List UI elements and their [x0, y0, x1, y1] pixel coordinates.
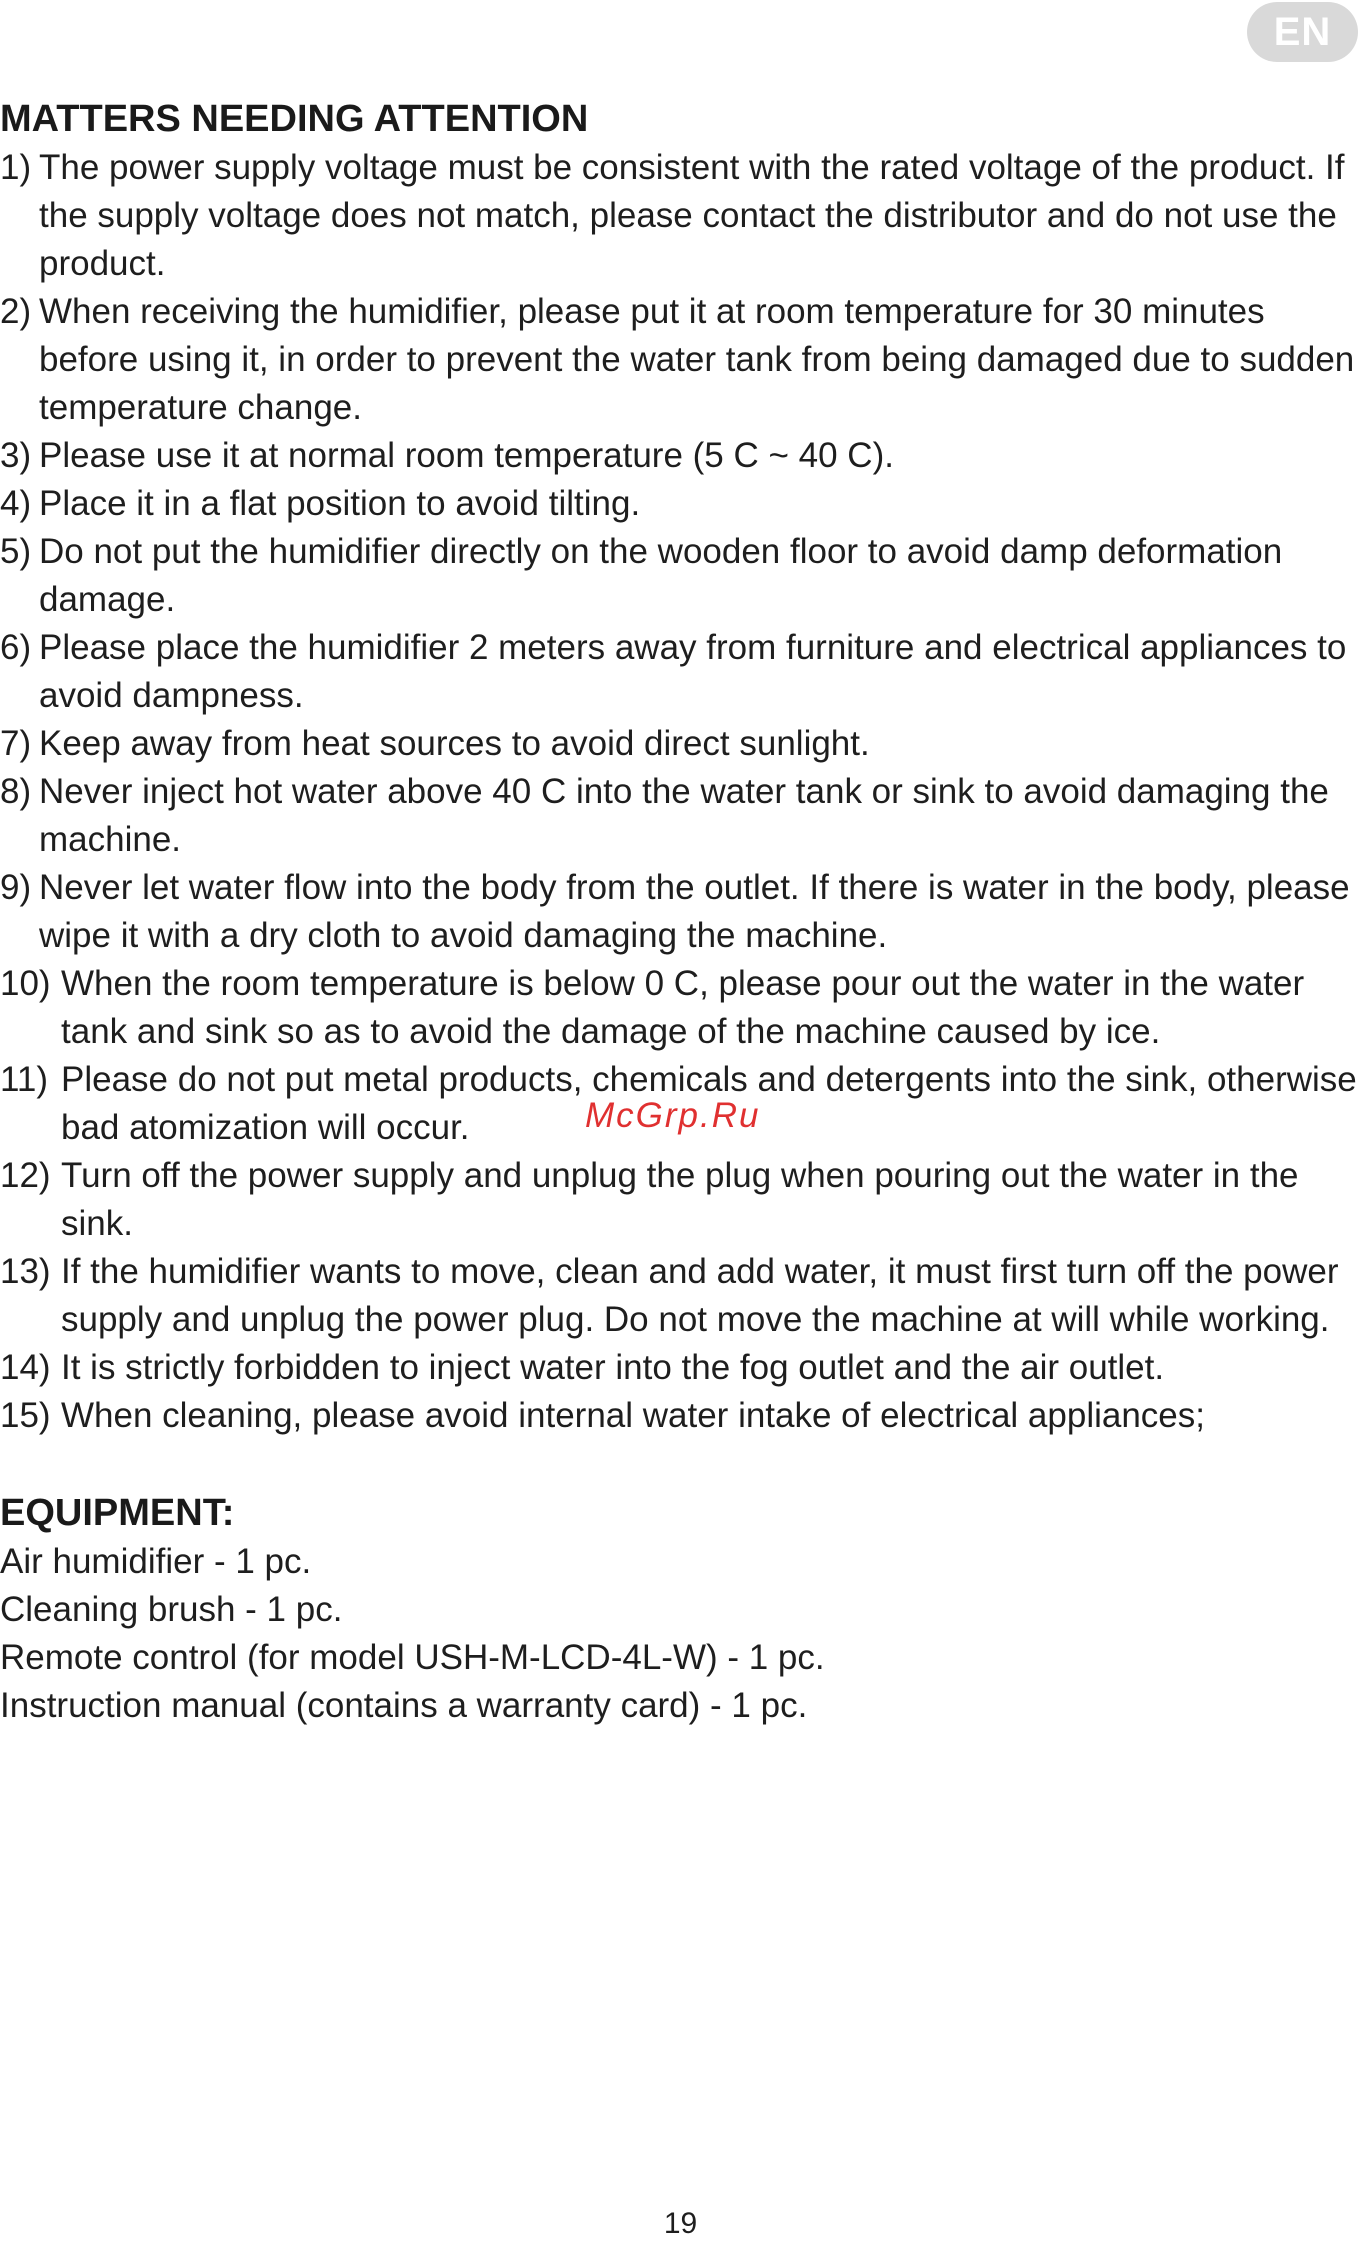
list-item-text: Never let water flow into the body from the outlet. If there is water in the body, please wipe it with a dry cloth to avoid damaging the machine. — [39, 868, 1350, 955]
language-badge: EN — [1247, 2, 1358, 62]
list-item — [0, 960, 1361, 1056]
equipment-item: Remote control (for model USH-M-LCD-4L-W) - 1 pc. — [0, 1638, 825, 1677]
list-item — [0, 864, 1361, 960]
list-item-number: 7) — [0, 724, 32, 763]
list-item-number: 13) — [0, 1252, 51, 1291]
document-body — [0, 94, 1361, 1730]
page-number: 19 — [663, 2207, 698, 2240]
list-item-text: Keep away from heat sources to avoid direct sunlight. — [39, 724, 870, 763]
list-item-text: Please do not put metal products, chemicals and detergents into the sink, otherwise bad atomization will occur. — [61, 1060, 1357, 1147]
list-item-number: 14) — [0, 1348, 51, 1387]
attention-list — [0, 144, 1361, 1440]
list-item-text: If the humidifier wants to move, clean and add water, it must first turn off the power supply and unplug the power plug. Do not move the machine at will while working. — [61, 1252, 1339, 1339]
list-item-text: When cleaning, please avoid internal water intake of electrical appliances; — [61, 1396, 1205, 1435]
list-item-text: Turn off the power supply and unplug the plug when pouring out the water in the sink. — [61, 1156, 1299, 1243]
list-item — [0, 528, 1361, 624]
list-item-text: It is strictly forbidden to inject water into the fog outlet and the air outlet. — [61, 1348, 1165, 1387]
list-item — [0, 1392, 1361, 1440]
list-item-number: 4) — [0, 484, 32, 523]
list-item-text: The power supply voltage must be consistent with the rated voltage of the product. If the supply voltage does not match, please contact the distributor and do not use the product. — [39, 148, 1345, 283]
list-item-number: 8) — [0, 772, 32, 811]
equipment-item: Cleaning brush - 1 pc. — [0, 1590, 343, 1629]
list-item-text: Place it in a flat position to avoid tilting. — [39, 484, 641, 523]
list-item-number: 5) — [0, 532, 32, 571]
list-item-number: 1) — [0, 148, 32, 187]
watermark: McGrp.Ru — [585, 1096, 761, 1135]
list-item — [0, 720, 1361, 768]
list-item-number: 9) — [0, 868, 32, 907]
list-item — [0, 624, 1361, 720]
list-item-number: 15) — [0, 1396, 51, 1435]
list-item-text: When the room temperature is below 0 C, please pour out the water in the water tank and sink so as to avoid the damage of the machine caused by ice. — [61, 964, 1305, 1051]
list-item — [0, 1152, 1361, 1248]
section-heading-equipment: EQUIPMENT: — [0, 1492, 235, 1534]
list-item — [0, 432, 1361, 480]
list-item-text: Please place the humidifier 2 meters away from furniture and electrical appliances to avoid dampness. — [39, 628, 1347, 715]
list-item — [0, 768, 1361, 864]
list-item — [0, 1248, 1361, 1344]
list-item-number: 2) — [0, 292, 32, 331]
list-item — [0, 1344, 1361, 1392]
equipment-list — [0, 1538, 1361, 1730]
list-item-number: 11) — [0, 1060, 48, 1099]
list-item — [0, 144, 1361, 288]
list-item-number: 3) — [0, 436, 32, 475]
list-item — [0, 288, 1361, 432]
list-item-text: Please use it at normal room temperature (5 C ~ 40 C). — [39, 436, 894, 475]
list-item-text: Never inject hot water above 40 C into the water tank or sink to avoid damaging the machine. — [39, 772, 1329, 859]
list-item-text: When receiving the humidifier, please put it at room temperature for 30 minutes before using it, in order to prevent the water tank from being damaged due to sudden temperature change. — [39, 292, 1355, 427]
list-item-text: Do not put the humidifier directly on the wooden floor to avoid damp deformation damage. — [39, 532, 1283, 619]
equipment-item: Air humidifier - 1 pc. — [0, 1542, 312, 1581]
list-item-number: 10) — [0, 964, 51, 1003]
list-item-number: 6) — [0, 628, 32, 667]
equipment-item: Instruction manual (contains a warranty card) - 1 pc. — [0, 1686, 808, 1725]
list-item-number: 12) — [0, 1156, 51, 1195]
list-item — [0, 480, 1361, 528]
section-heading-attention: MATTERS NEEDING ATTENTION — [0, 98, 589, 140]
